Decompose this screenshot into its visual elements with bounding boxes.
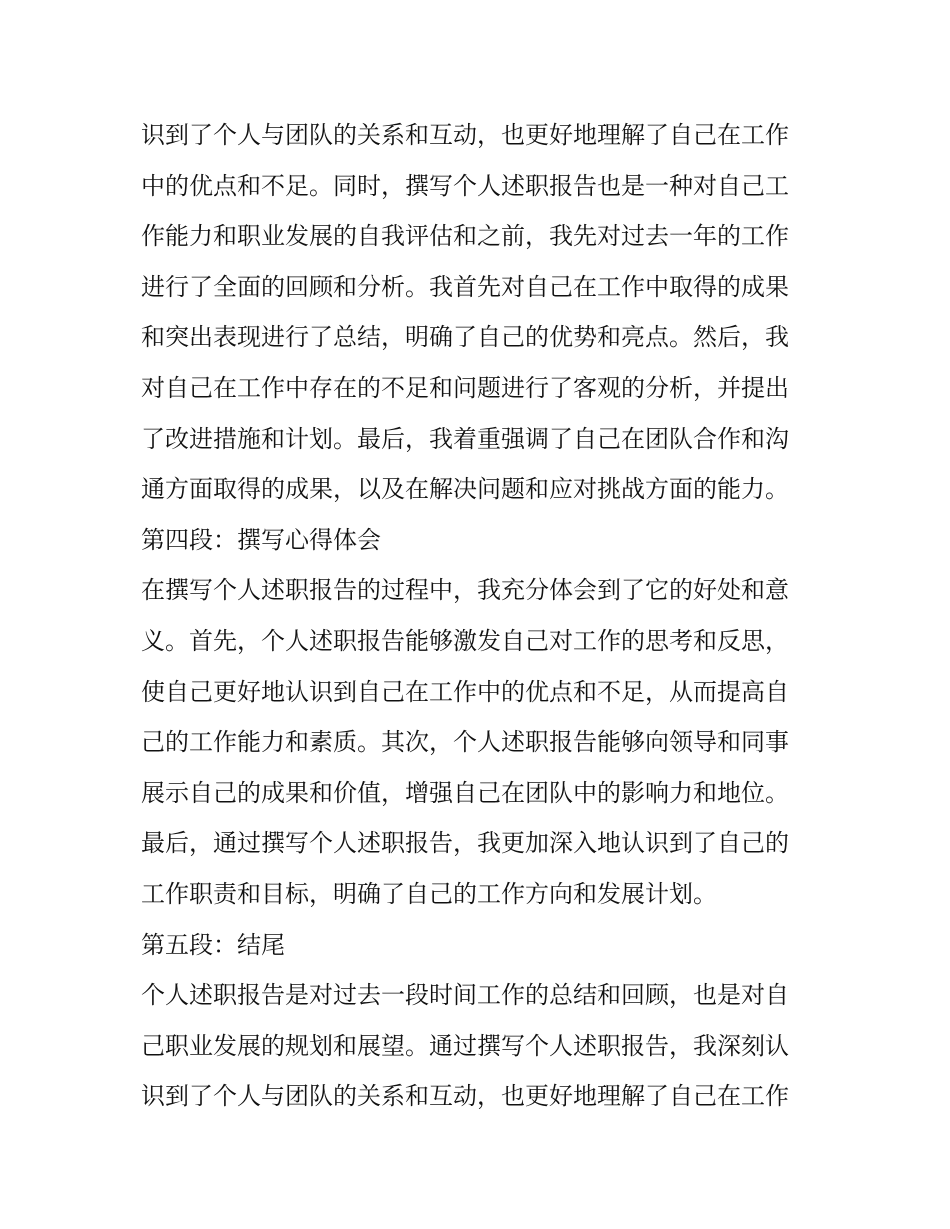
text-line: 己的工作能力和素质。其次，个人述职报告能够向领导和同事	[141, 728, 789, 757]
text-line: 使自己更好地认识到自己在工作中的优点和不足，从而提高自	[141, 677, 789, 706]
text-line: 义。首先，个人述职报告能够激发自己对工作的思考和反思，	[141, 626, 789, 655]
text-line: 了改进措施和计划。最后，我着重强调了自己在团队合作和沟	[141, 424, 789, 453]
text-line: 对自己在工作中存在的不足和问题进行了客观的分析，并提出	[141, 373, 789, 402]
text-line: 在撰写个人述职报告的过程中，我充分体会到了它的好处和意	[141, 576, 789, 605]
text-line: 通方面取得的成果，以及在解决问题和应对挑战方面的能力。	[141, 475, 789, 504]
text-line: 识到了个人与团队的关系和互动，也更好地理解了自己在工作	[141, 121, 789, 149]
text-line: 识到了个人与团队的关系和互动，也更好地理解了自己在工作	[141, 1082, 789, 1111]
text-line: 中的优点和不足。同时，撰写个人述职报告也是一种对自己工	[141, 171, 789, 200]
text-line: 展示自己的成果和价值，增强自己在团队中的影响力和地位。	[141, 778, 789, 807]
text-line: 个人述职报告是对过去一段时间工作的总结和回顾，也是对自	[141, 981, 789, 1010]
text-line: 工作职责和目标，明确了自己的工作方向和发展计划。	[141, 879, 717, 908]
document-body	[141, 110, 811, 1122]
text-line: 和突出表现进行了总结，明确了自己的优势和亮点。然后，我	[141, 323, 789, 352]
section-heading-4: 第四段：撰写心得体会	[141, 525, 381, 554]
section-heading-5: 第五段：结尾	[141, 930, 285, 959]
text-line: 作能力和职业发展的自我评估和之前，我先对过去一年的工作	[141, 222, 789, 251]
text-line: 己职业发展的规划和展望。通过撰写个人述职报告，我深刻认	[141, 1031, 789, 1060]
text-line: 最后，通过撰写个人述职报告，我更加深入地认识到了自己的	[141, 829, 789, 858]
text-line: 进行了全面的回顾和分析。我首先对自己在工作中取得的成果	[141, 272, 789, 301]
